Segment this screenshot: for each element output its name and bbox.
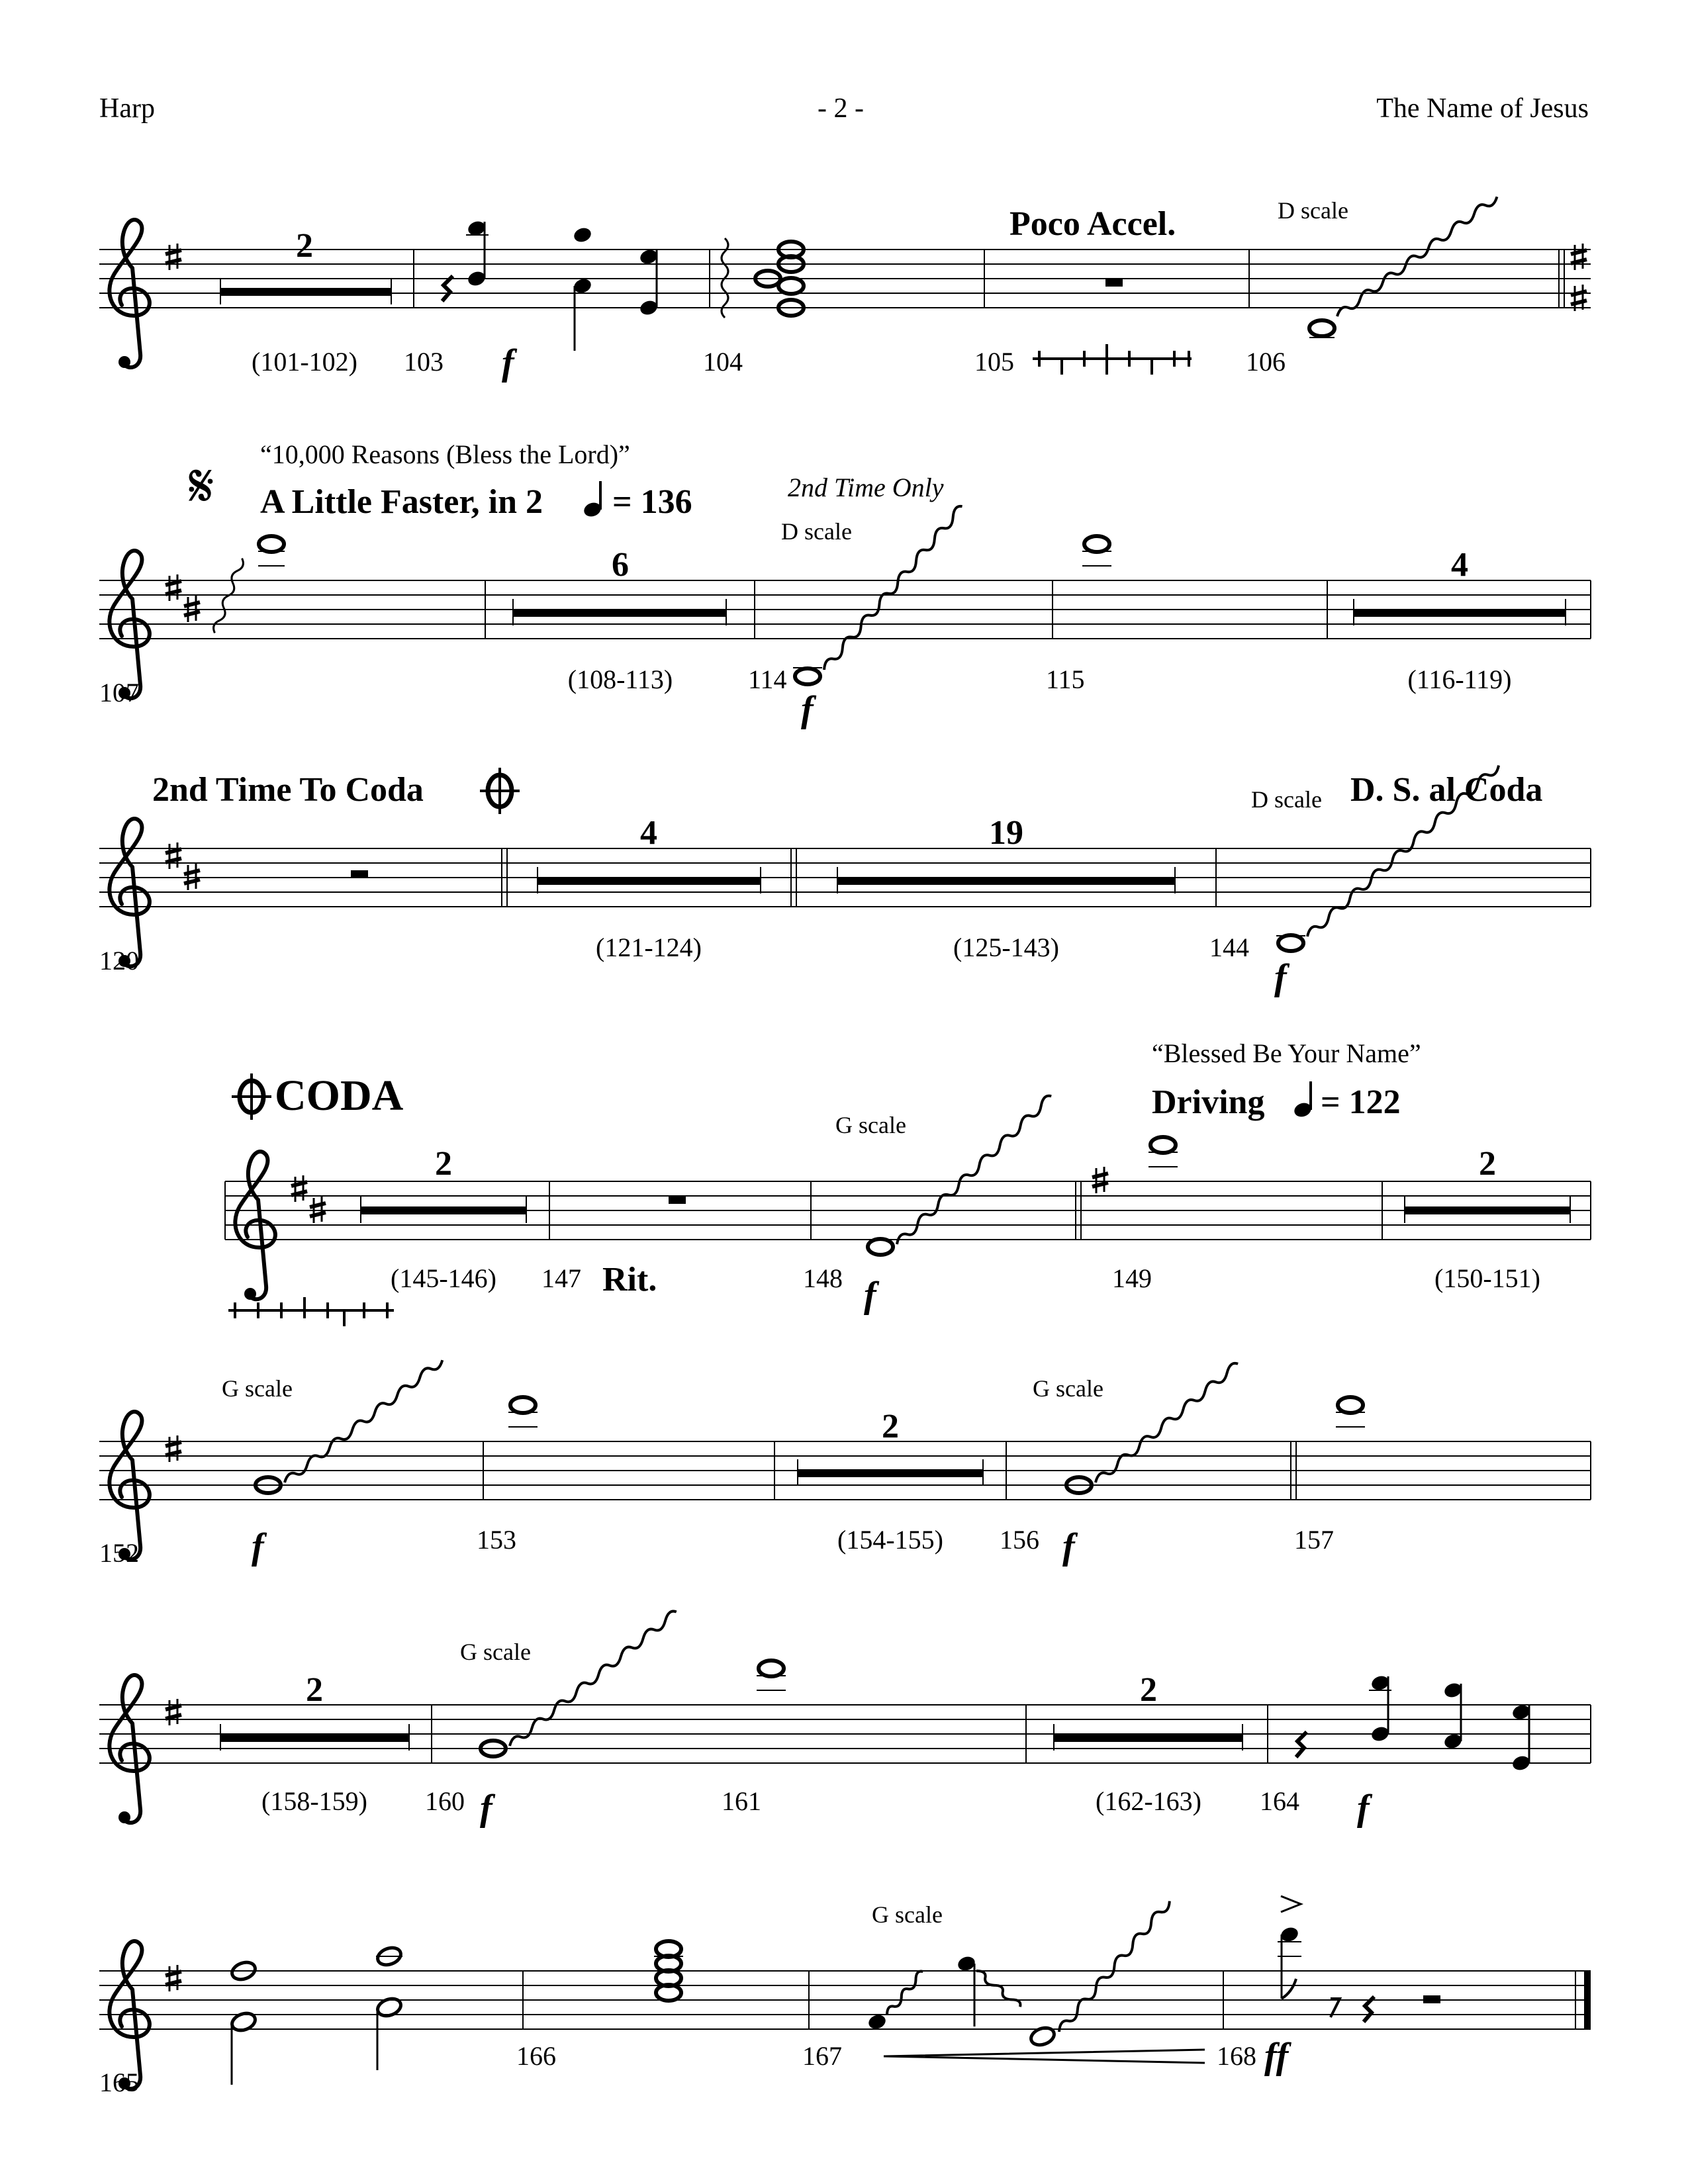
measure-number: 148 (803, 1263, 843, 1293)
tempo-value: = 122 (1321, 1083, 1401, 1121)
measure-number: 161 (722, 1786, 761, 1816)
half-note-chord (230, 1960, 258, 2085)
measure-number: 106 (1246, 347, 1286, 377)
system-3 (99, 766, 1591, 998)
dynamic-marking: f (252, 1526, 264, 1567)
tempo-value: = 136 (612, 483, 692, 521)
tempo-marking: Poco Accel. (1009, 205, 1176, 243)
half-note-chord (375, 1945, 403, 2070)
system-2 (99, 439, 1591, 730)
measure-range: (125-143) (953, 933, 1059, 962)
measure-number: 167 (802, 2041, 842, 2071)
staff-lines (99, 250, 1591, 308)
measure-number: 114 (748, 664, 787, 694)
scale-marking: D scale (1251, 786, 1322, 813)
coda-instruction: 2nd Time To Coda (152, 771, 424, 809)
measure-number: 104 (703, 347, 743, 377)
measure-range: (101-102) (252, 347, 357, 377)
rest-count: 2 (435, 1145, 452, 1183)
song-title-marking: “Blessed Be Your Name” (1152, 1038, 1421, 1068)
measure-number: 107 (99, 678, 139, 707)
measure-number: 153 (477, 1525, 516, 1555)
system-4 (225, 1038, 1591, 1326)
rest-count: 19 (989, 814, 1023, 852)
measure-number: 156 (1000, 1525, 1039, 1555)
measure-range: (150-151) (1434, 1263, 1540, 1293)
measure-number: 120 (99, 946, 139, 976)
measure-range: (145-146) (391, 1263, 496, 1293)
system-5 (99, 1360, 1591, 1568)
quarter-note-icon (1292, 1081, 1313, 1119)
coda-icon (480, 768, 520, 814)
measure-range: (158-159) (261, 1786, 367, 1816)
dynamic-marking: f (801, 689, 814, 730)
dynamic-marking: ff (1264, 2036, 1289, 2077)
final-barline (1584, 1971, 1591, 2029)
scale-marking: G scale (222, 1375, 293, 1402)
tempo-marking: A Little Faster, in 2 (260, 483, 543, 521)
system-6 (99, 1610, 1591, 1829)
scale-marking: G scale (872, 1901, 943, 1928)
measure-number: 165 (99, 2068, 139, 2097)
sharp-icon (165, 244, 181, 270)
ds-al-coda: D. S. al Coda (1350, 771, 1543, 809)
coda-icon (232, 1073, 271, 1120)
dynamic-marking: f (1357, 1788, 1370, 1829)
rit-marking: Rit. (602, 1261, 657, 1298)
crescendo-hairpin (884, 2050, 1205, 2063)
measure-number: 103 (404, 347, 444, 377)
scale-marking: G scale (1033, 1375, 1103, 1402)
measure-range: (121-124) (596, 933, 702, 962)
coda-heading: CODA (275, 1071, 404, 1120)
measure-range: (154-155) (837, 1525, 943, 1555)
multirest-bar (220, 288, 391, 296)
rest-count: 4 (1451, 546, 1468, 584)
dynamic-marking: f (480, 1788, 492, 1829)
quarter-rest-icon (442, 276, 453, 301)
scale-marking: D scale (781, 518, 852, 545)
measure-number: 160 (425, 1786, 465, 1816)
measure-number: 157 (1294, 1525, 1334, 1555)
dynamic-marking: f (864, 1275, 876, 1316)
system-1 (99, 197, 1591, 383)
song-title: The Name of Jesus (1376, 93, 1589, 124)
measure-number: 105 (974, 347, 1014, 377)
measure-range: (116-119) (1407, 664, 1512, 694)
measure-number: 164 (1260, 1786, 1299, 1816)
dynamic-marking: f (502, 342, 514, 383)
rest-count: 2 (296, 227, 313, 265)
measure-range: (162-163) (1096, 1786, 1201, 1816)
pedal-diagram (228, 1297, 394, 1326)
pedal-diagram (1033, 344, 1192, 375)
rest-count: 2 (1479, 1145, 1496, 1183)
measure-range: (108-113) (567, 664, 673, 694)
performance-note: 2nd Time Only (788, 473, 944, 502)
measure-number: 166 (516, 2041, 556, 2071)
scale-marking: G scale (460, 1639, 531, 1665)
dynamic-marking: f (1062, 1526, 1075, 1567)
rest-count: 4 (640, 814, 657, 852)
scale-marking: D scale (1278, 197, 1348, 224)
rest-count: 2 (882, 1408, 899, 1445)
system-7 (99, 1896, 1591, 2097)
rest-count: 6 (612, 546, 629, 584)
scale-marking: G scale (835, 1112, 906, 1138)
segno-icon: 𝄋 (189, 451, 214, 521)
rest-count: 2 (1140, 1671, 1157, 1709)
quarter-note-icon (582, 481, 602, 519)
instrument-name: Harp (99, 93, 155, 124)
measure-number: 152 (99, 1538, 139, 1568)
rest-count: 2 (306, 1671, 323, 1709)
dynamic-marking: f (1274, 957, 1287, 998)
measure-number: 168 (1217, 2041, 1256, 2071)
whole-rest-icon (1105, 279, 1123, 287)
accent-icon (1281, 1896, 1301, 1912)
measure-number: 147 (541, 1263, 581, 1293)
song-title-marking: “10,000 Reasons (Bless the Lord)” (260, 439, 630, 469)
measure-number: 144 (1209, 933, 1249, 962)
measure-number: 115 (1046, 664, 1085, 694)
page-number: - 2 - (818, 93, 864, 124)
tempo-marking: Driving (1152, 1083, 1265, 1121)
measure-number: 149 (1112, 1263, 1152, 1293)
